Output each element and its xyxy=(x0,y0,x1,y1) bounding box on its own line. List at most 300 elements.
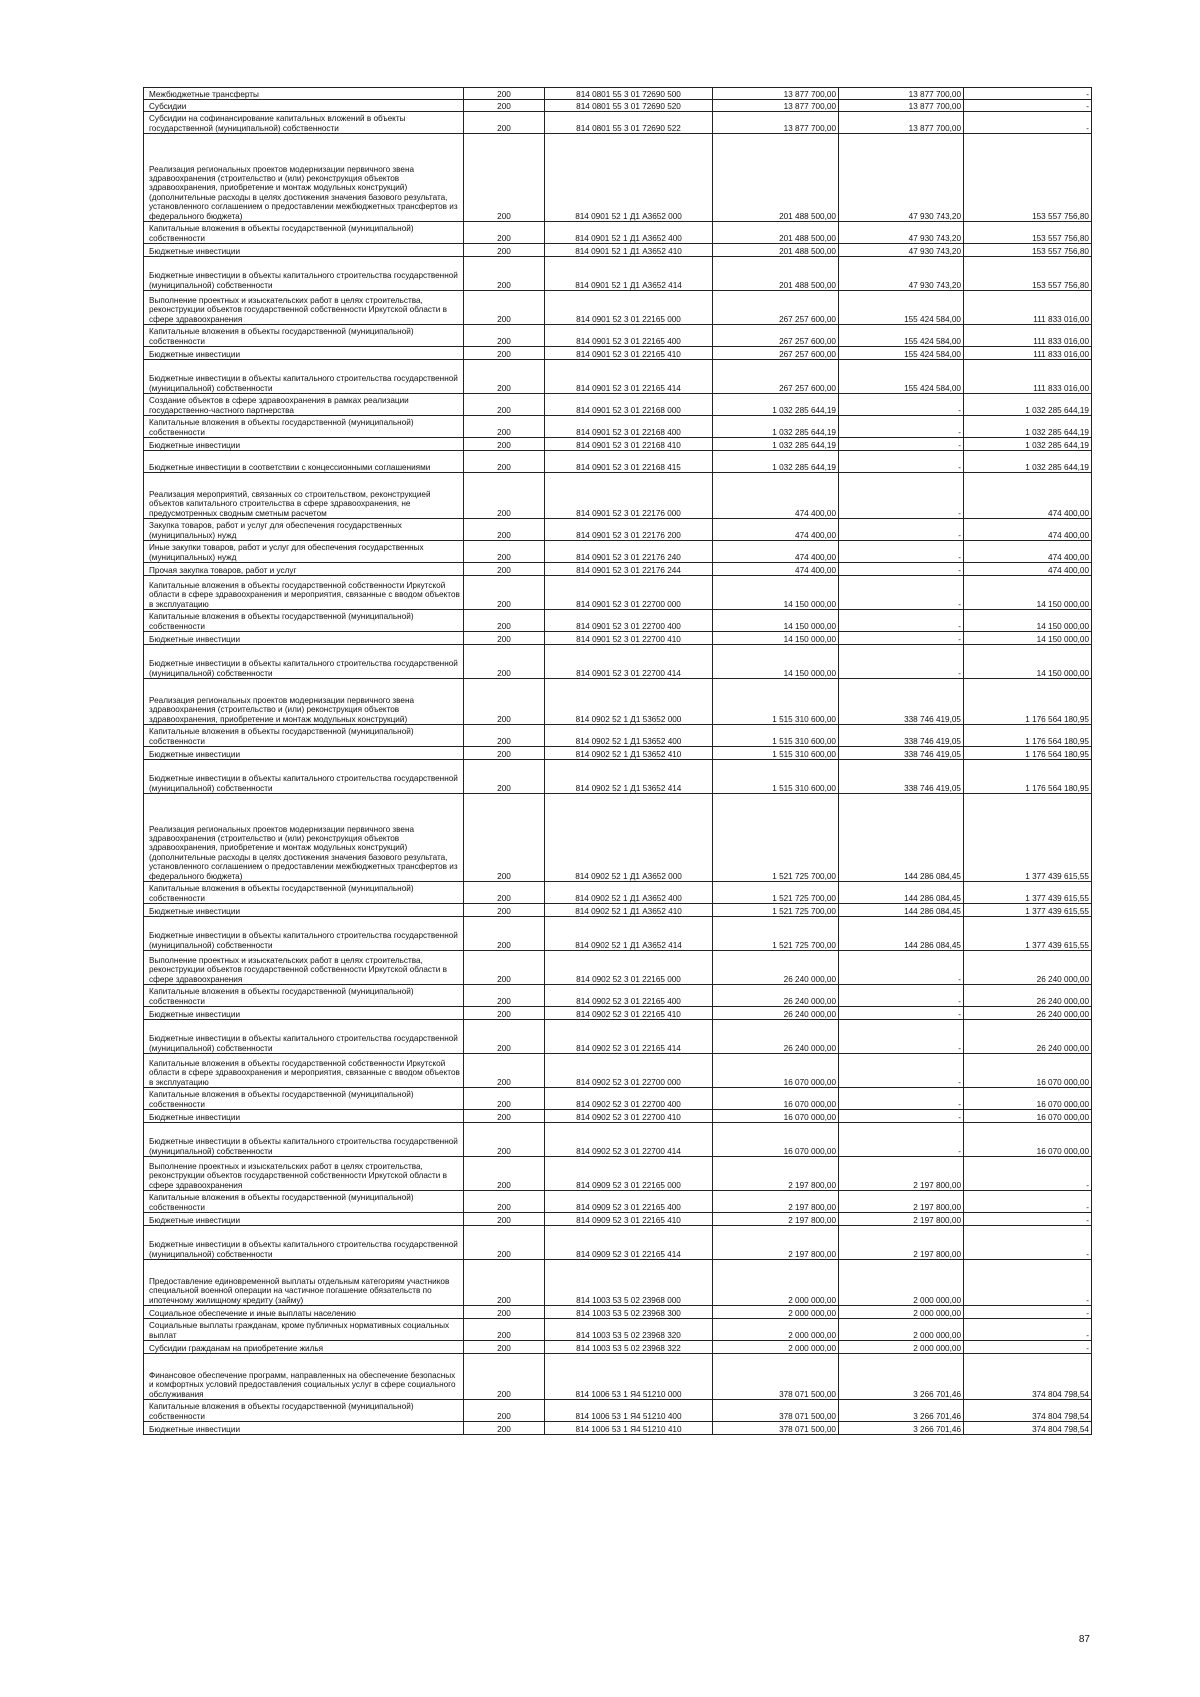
table-row xyxy=(144,88,1092,100)
row-budget-code-cell: 814 0902 52 1 Д1 А3652 414 xyxy=(545,917,713,951)
row-remaining-amount-cell: 374 804 798,54 xyxy=(964,1422,1092,1435)
row-executed-amount-cell: - xyxy=(839,451,964,473)
row-executed-amount-cell: - xyxy=(839,438,964,451)
row-executed-amount-cell: - xyxy=(839,1088,964,1110)
table-row xyxy=(144,904,1092,917)
row-budget-code-cell: 814 0909 52 3 01 22165 400 xyxy=(545,1191,713,1213)
table-row xyxy=(144,360,1092,394)
row-line-code-cell: 200 xyxy=(464,244,545,257)
row-executed-amount-cell: - xyxy=(839,519,964,541)
row-line-code-cell: 200 xyxy=(464,541,545,563)
row-approved-amount-cell: 1 032 285 644,19 xyxy=(713,451,839,473)
row-approved-amount-cell: 26 240 000,00 xyxy=(713,985,839,1007)
row-remaining-amount-cell: 16 070 000,00 xyxy=(964,1110,1092,1123)
row-name-cell: Капитальные вложения в объекты государственной (муниципальной) собственности xyxy=(144,416,464,438)
row-executed-amount-cell: 2 197 800,00 xyxy=(839,1213,964,1226)
table-row xyxy=(144,1088,1092,1110)
row-executed-amount-cell: 3 266 701,46 xyxy=(839,1400,964,1422)
row-executed-amount-cell: 2 000 000,00 xyxy=(839,1341,964,1354)
row-remaining-amount-cell: - xyxy=(964,1213,1092,1226)
row-line-code-cell: 200 xyxy=(464,563,545,576)
row-executed-amount-cell: 144 286 084,45 xyxy=(839,794,964,882)
row-budget-code-cell: 814 0901 52 1 Д1 А3652 410 xyxy=(545,244,713,257)
table-row xyxy=(144,222,1092,244)
row-budget-code-cell: 814 0902 52 3 01 22700 400 xyxy=(545,1088,713,1110)
row-name-cell: Капитальные вложения в объекты государственной (муниципальной) собственности xyxy=(144,1400,464,1422)
row-line-code-cell: 200 xyxy=(464,1354,545,1400)
row-approved-amount-cell: 474 400,00 xyxy=(713,519,839,541)
row-approved-amount-cell: 1 032 285 644,19 xyxy=(713,394,839,416)
row-approved-amount-cell: 2 197 800,00 xyxy=(713,1191,839,1213)
row-budget-code-cell: 814 0901 52 3 01 22168 000 xyxy=(545,394,713,416)
row-name-cell: Капитальные вложения в объекты государственной (муниципальной) собственности xyxy=(144,610,464,632)
row-name-cell: Капитальные вложения в объекты государственной (муниципальной) собственности xyxy=(144,725,464,747)
row-remaining-amount-cell: 474 400,00 xyxy=(964,541,1092,563)
row-executed-amount-cell: 144 286 084,45 xyxy=(839,917,964,951)
row-name-cell: Бюджетные инвестиции в объекты капитального строительства государственной (муниципальной) собственности xyxy=(144,1226,464,1260)
row-remaining-amount-cell: 26 240 000,00 xyxy=(964,1007,1092,1020)
row-approved-amount-cell: 378 071 500,00 xyxy=(713,1422,839,1435)
row-approved-amount-cell: 26 240 000,00 xyxy=(713,1020,839,1054)
row-budget-code-cell: 814 0901 52 3 01 22176 000 xyxy=(545,473,713,519)
row-name-cell: Бюджетные инвестиции в объекты капитального строительства государственной (муниципальной) собственности xyxy=(144,917,464,951)
row-line-code-cell: 200 xyxy=(464,747,545,760)
row-name-cell: Бюджетные инвестиции xyxy=(144,1110,464,1123)
row-executed-amount-cell: 155 424 584,00 xyxy=(839,347,964,360)
row-budget-code-cell: 814 0901 52 3 01 22700 000 xyxy=(545,576,713,610)
row-line-code-cell: 200 xyxy=(464,951,545,985)
row-line-code-cell: 200 xyxy=(464,610,545,632)
table-row xyxy=(144,725,1092,747)
row-name-cell: Закупка товаров, работ и услуг для обеспечения государственных (муниципальных) нужд xyxy=(144,519,464,541)
row-name-cell: Субсидии на софинансирование капитальных вложений в объекты государственной (муниципальной) собственности xyxy=(144,112,464,134)
row-budget-code-cell: 814 1006 53 1 Я4 51210 410 xyxy=(545,1422,713,1435)
row-budget-code-cell: 814 0902 52 3 01 22165 000 xyxy=(545,951,713,985)
table-row xyxy=(144,679,1092,725)
row-name-cell: Бюджетные инвестиции xyxy=(144,244,464,257)
row-remaining-amount-cell: 153 557 756,80 xyxy=(964,222,1092,244)
row-name-cell: Бюджетные инвестиции в объекты капитального строительства государственной (муниципальной) собственности xyxy=(144,360,464,394)
row-executed-amount-cell: - xyxy=(839,416,964,438)
row-name-cell: Выполнение проектных и изыскательских работ в целях строительства, реконструкции объектов государственной собственности Иркутской области в сфере здравоохранения xyxy=(144,291,464,325)
row-executed-amount-cell: 2 197 800,00 xyxy=(839,1157,964,1191)
row-approved-amount-cell: 1 515 310 600,00 xyxy=(713,747,839,760)
row-remaining-amount-cell: 26 240 000,00 xyxy=(964,985,1092,1007)
budget-table xyxy=(143,87,1092,1435)
table-row xyxy=(144,291,1092,325)
table-row xyxy=(144,794,1092,882)
table-row xyxy=(144,951,1092,985)
row-executed-amount-cell: - xyxy=(839,632,964,645)
row-remaining-amount-cell: 14 150 000,00 xyxy=(964,610,1092,632)
row-name-cell: Бюджетные инвестиции в объекты капитального строительства государственной (муниципальной) собственности xyxy=(144,760,464,794)
row-remaining-amount-cell: 153 557 756,80 xyxy=(964,134,1092,222)
row-executed-amount-cell: - xyxy=(839,576,964,610)
row-budget-code-cell: 814 0901 52 3 01 22176 240 xyxy=(545,541,713,563)
row-remaining-amount-cell: 16 070 000,00 xyxy=(964,1088,1092,1110)
row-budget-code-cell: 814 0901 52 3 01 22176 244 xyxy=(545,563,713,576)
row-line-code-cell: 200 xyxy=(464,679,545,725)
row-name-cell: Бюджетные инвестиции xyxy=(144,904,464,917)
row-executed-amount-cell: 47 930 743,20 xyxy=(839,257,964,291)
table-row xyxy=(144,882,1092,904)
row-line-code-cell: 200 xyxy=(464,1110,545,1123)
row-budget-code-cell: 814 0902 52 1 Д1 А3652 410 xyxy=(545,904,713,917)
row-name-cell: Иные закупки товаров, работ и услуг для обеспечения государственных (муниципальных) нужд xyxy=(144,541,464,563)
row-executed-amount-cell: 338 746 419,05 xyxy=(839,760,964,794)
row-executed-amount-cell: 13 877 700,00 xyxy=(839,112,964,134)
row-approved-amount-cell: 201 488 500,00 xyxy=(713,244,839,257)
table-row xyxy=(144,563,1092,576)
row-executed-amount-cell: - xyxy=(839,1123,964,1157)
table-row xyxy=(144,645,1092,679)
row-line-code-cell: 200 xyxy=(464,1088,545,1110)
row-line-code-cell: 200 xyxy=(464,347,545,360)
row-budget-code-cell: 814 0901 52 1 Д1 А3652 414 xyxy=(545,257,713,291)
row-remaining-amount-cell: 1 377 439 615,55 xyxy=(964,882,1092,904)
row-remaining-amount-cell: 1 176 564 180,95 xyxy=(964,679,1092,725)
row-remaining-amount-cell: - xyxy=(964,1226,1092,1260)
row-name-cell: Бюджетные инвестиции xyxy=(144,347,464,360)
row-executed-amount-cell: - xyxy=(839,645,964,679)
row-remaining-amount-cell: - xyxy=(964,100,1092,112)
row-name-cell: Бюджетные инвестиции xyxy=(144,1422,464,1435)
row-name-cell: Выполнение проектных и изыскательских работ в целях строительства, реконструкции объектов государственной собственности Иркутской области в сфере здравоохранения xyxy=(144,951,464,985)
row-budget-code-cell: 814 0902 52 1 Д1 53652 414 xyxy=(545,760,713,794)
row-executed-amount-cell: - xyxy=(839,563,964,576)
row-remaining-amount-cell: 26 240 000,00 xyxy=(964,1020,1092,1054)
row-approved-amount-cell: 26 240 000,00 xyxy=(713,951,839,985)
budget-table-body xyxy=(144,88,1092,1435)
row-remaining-amount-cell: - xyxy=(964,88,1092,100)
row-approved-amount-cell: 474 400,00 xyxy=(713,563,839,576)
row-line-code-cell: 200 xyxy=(464,291,545,325)
row-approved-amount-cell: 2 000 000,00 xyxy=(713,1319,839,1341)
row-remaining-amount-cell: 1 032 285 644,19 xyxy=(964,451,1092,473)
row-approved-amount-cell: 2 197 800,00 xyxy=(713,1213,839,1226)
row-approved-amount-cell: 1 521 725 700,00 xyxy=(713,882,839,904)
row-budget-code-cell: 814 0902 52 3 01 22165 414 xyxy=(545,1020,713,1054)
row-line-code-cell: 200 xyxy=(464,325,545,347)
row-line-code-cell: 200 xyxy=(464,1007,545,1020)
row-approved-amount-cell: 474 400,00 xyxy=(713,541,839,563)
row-executed-amount-cell: 144 286 084,45 xyxy=(839,882,964,904)
row-budget-code-cell: 814 0901 52 3 01 22168 415 xyxy=(545,451,713,473)
row-line-code-cell: 200 xyxy=(464,257,545,291)
row-line-code-cell: 200 xyxy=(464,1226,545,1260)
row-executed-amount-cell: 2 000 000,00 xyxy=(839,1260,964,1306)
row-approved-amount-cell: 13 877 700,00 xyxy=(713,112,839,134)
row-executed-amount-cell: - xyxy=(839,1020,964,1054)
table-row xyxy=(144,1341,1092,1354)
row-remaining-amount-cell: 1 032 285 644,19 xyxy=(964,394,1092,416)
row-executed-amount-cell: 2 000 000,00 xyxy=(839,1319,964,1341)
row-remaining-amount-cell: 1 032 285 644,19 xyxy=(964,416,1092,438)
row-approved-amount-cell: 2 197 800,00 xyxy=(713,1226,839,1260)
row-executed-amount-cell: 2 197 800,00 xyxy=(839,1191,964,1213)
table-row xyxy=(144,1123,1092,1157)
row-remaining-amount-cell: 1 377 439 615,55 xyxy=(964,917,1092,951)
row-executed-amount-cell: 2 000 000,00 xyxy=(839,1306,964,1319)
row-approved-amount-cell: 2 000 000,00 xyxy=(713,1341,839,1354)
table-row xyxy=(144,1110,1092,1123)
row-remaining-amount-cell: 14 150 000,00 xyxy=(964,576,1092,610)
row-remaining-amount-cell: 153 557 756,80 xyxy=(964,244,1092,257)
row-line-code-cell: 200 xyxy=(464,576,545,610)
row-remaining-amount-cell: 1 377 439 615,55 xyxy=(964,794,1092,882)
row-executed-amount-cell: 2 197 800,00 xyxy=(839,1226,964,1260)
row-budget-code-cell: 814 0901 52 1 Д1 А3652 400 xyxy=(545,222,713,244)
row-name-cell: Выполнение проектных и изыскательских работ в целях строительства, реконструкции объектов государственной собственности Иркутской области в сфере здравоохранения xyxy=(144,1157,464,1191)
row-remaining-amount-cell: 1 377 439 615,55 xyxy=(964,904,1092,917)
row-approved-amount-cell: 2 000 000,00 xyxy=(713,1306,839,1319)
row-line-code-cell: 200 xyxy=(464,100,545,112)
row-approved-amount-cell: 1 515 310 600,00 xyxy=(713,679,839,725)
table-row xyxy=(144,1354,1092,1400)
row-executed-amount-cell: - xyxy=(839,473,964,519)
row-budget-code-cell: 814 0901 52 3 01 22165 414 xyxy=(545,360,713,394)
table-row xyxy=(144,1213,1092,1226)
row-name-cell: Предоставление единовременной выплаты отдельным категориям участников специальной военной операции на частичное погашение обязательств по ипотечному жилищному кредиту (займу) xyxy=(144,1260,464,1306)
row-line-code-cell: 200 xyxy=(464,360,545,394)
row-approved-amount-cell: 16 070 000,00 xyxy=(713,1054,839,1088)
row-budget-code-cell: 814 1003 53 5 02 23968 320 xyxy=(545,1319,713,1341)
row-name-cell: Субсидии гражданам на приобретение жилья xyxy=(144,1341,464,1354)
row-budget-code-cell: 814 0902 52 1 Д1 А3652 000 xyxy=(545,794,713,882)
row-approved-amount-cell: 14 150 000,00 xyxy=(713,576,839,610)
row-remaining-amount-cell: 474 400,00 xyxy=(964,563,1092,576)
row-remaining-amount-cell: 16 070 000,00 xyxy=(964,1054,1092,1088)
row-remaining-amount-cell: 474 400,00 xyxy=(964,473,1092,519)
row-name-cell: Реализация мероприятий, связанных со строительством, реконструкцией объектов капитального строительства в сфере здравоохранения, не предусмотренных сводным сметным расчетом xyxy=(144,473,464,519)
row-name-cell: Реализация региональных проектов модернизации первичного звена здравоохранения (строительство и (или) реконструкция объектов здравоохранения, приобретение и монтаж модульных конструкций) (дополнительные расходы в целях достижения значения базового результата, установленного соглашением о предоставлении межбюджетных трансфертов из федерального бюджета) xyxy=(144,134,464,222)
table-row xyxy=(144,541,1092,563)
row-name-cell: Капитальные вложения в объекты государственной (муниципальной) собственности xyxy=(144,1088,464,1110)
row-line-code-cell: 200 xyxy=(464,645,545,679)
table-row xyxy=(144,257,1092,291)
row-name-cell: Бюджетные инвестиции xyxy=(144,1007,464,1020)
row-name-cell: Капитальные вложения в объекты государственной (муниципальной) собственности xyxy=(144,882,464,904)
table-row xyxy=(144,416,1092,438)
row-line-code-cell: 200 xyxy=(464,1422,545,1435)
row-line-code-cell: 200 xyxy=(464,438,545,451)
row-approved-amount-cell: 378 071 500,00 xyxy=(713,1400,839,1422)
row-name-cell: Бюджетные инвестиции xyxy=(144,1213,464,1226)
row-approved-amount-cell: 201 488 500,00 xyxy=(713,257,839,291)
table-row xyxy=(144,134,1092,222)
row-executed-amount-cell: 13 877 700,00 xyxy=(839,100,964,112)
row-executed-amount-cell: - xyxy=(839,1110,964,1123)
row-executed-amount-cell: 13 877 700,00 xyxy=(839,88,964,100)
table-row xyxy=(144,100,1092,112)
row-approved-amount-cell: 16 070 000,00 xyxy=(713,1123,839,1157)
row-remaining-amount-cell: - xyxy=(964,1341,1092,1354)
row-approved-amount-cell: 1 515 310 600,00 xyxy=(713,760,839,794)
row-approved-amount-cell: 14 150 000,00 xyxy=(713,645,839,679)
row-budget-code-cell: 814 1006 53 1 Я4 51210 000 xyxy=(545,1354,713,1400)
row-name-cell: Капитальные вложения в объекты государственной (муниципальной) собственности xyxy=(144,222,464,244)
row-approved-amount-cell: 267 257 600,00 xyxy=(713,360,839,394)
row-approved-amount-cell: 16 070 000,00 xyxy=(713,1110,839,1123)
row-remaining-amount-cell: - xyxy=(964,1306,1092,1319)
row-remaining-amount-cell: - xyxy=(964,112,1092,134)
row-line-code-cell: 200 xyxy=(464,134,545,222)
row-remaining-amount-cell: 374 804 798,54 xyxy=(964,1400,1092,1422)
row-line-code-cell: 200 xyxy=(464,725,545,747)
row-approved-amount-cell: 267 257 600,00 xyxy=(713,291,839,325)
row-approved-amount-cell: 267 257 600,00 xyxy=(713,325,839,347)
table-row xyxy=(144,112,1092,134)
row-executed-amount-cell: 155 424 584,00 xyxy=(839,360,964,394)
row-remaining-amount-cell: 16 070 000,00 xyxy=(964,1123,1092,1157)
table-row xyxy=(144,760,1092,794)
row-executed-amount-cell: 338 746 419,05 xyxy=(839,725,964,747)
row-budget-code-cell: 814 0901 52 3 01 22176 200 xyxy=(545,519,713,541)
table-row xyxy=(144,985,1092,1007)
table-row xyxy=(144,1157,1092,1191)
row-remaining-amount-cell: 153 557 756,80 xyxy=(964,257,1092,291)
table-row xyxy=(144,747,1092,760)
row-executed-amount-cell: - xyxy=(839,1054,964,1088)
row-approved-amount-cell: 2 197 800,00 xyxy=(713,1157,839,1191)
row-name-cell: Капитальные вложения в объекты государственной (муниципальной) собственности xyxy=(144,325,464,347)
row-budget-code-cell: 814 1003 53 5 02 23968 322 xyxy=(545,1341,713,1354)
row-approved-amount-cell: 1 521 725 700,00 xyxy=(713,904,839,917)
table-row xyxy=(144,1319,1092,1341)
row-budget-code-cell: 814 1003 53 5 02 23968 300 xyxy=(545,1306,713,1319)
row-budget-code-cell: 814 0901 52 3 01 22700 410 xyxy=(545,632,713,645)
row-name-cell: Бюджетные инвестиции в объекты капитального строительства государственной (муниципальной) собственности xyxy=(144,645,464,679)
row-name-cell: Межбюджетные трансферты xyxy=(144,88,464,100)
row-remaining-amount-cell: 1 176 564 180,95 xyxy=(964,725,1092,747)
row-executed-amount-cell: - xyxy=(839,394,964,416)
row-name-cell: Субсидии xyxy=(144,100,464,112)
table-row xyxy=(144,438,1092,451)
row-remaining-amount-cell: 26 240 000,00 xyxy=(964,951,1092,985)
table-row xyxy=(144,1422,1092,1435)
row-budget-code-cell: 814 0901 52 3 01 22168 410 xyxy=(545,438,713,451)
table-row xyxy=(144,610,1092,632)
row-executed-amount-cell: - xyxy=(839,951,964,985)
row-name-cell: Бюджетные инвестиции в соответствии с концессионными соглашениями xyxy=(144,451,464,473)
row-line-code-cell: 200 xyxy=(464,882,545,904)
row-approved-amount-cell: 267 257 600,00 xyxy=(713,347,839,360)
row-budget-code-cell: 814 0801 55 3 01 72690 522 xyxy=(545,112,713,134)
row-remaining-amount-cell: - xyxy=(964,1191,1092,1213)
row-approved-amount-cell: 16 070 000,00 xyxy=(713,1088,839,1110)
row-name-cell: Бюджетные инвестиции xyxy=(144,438,464,451)
table-row xyxy=(144,1260,1092,1306)
row-budget-code-cell: 814 0902 52 1 Д1 53652 410 xyxy=(545,747,713,760)
row-executed-amount-cell: 155 424 584,00 xyxy=(839,291,964,325)
row-name-cell: Реализация региональных проектов модернизации первичного звена здравоохранения (строительство и (или) реконструкция объектов здравоохранения, приобретение и монтаж модульных конструкций) xyxy=(144,679,464,725)
row-executed-amount-cell: 3 266 701,46 xyxy=(839,1354,964,1400)
row-line-code-cell: 200 xyxy=(464,917,545,951)
row-budget-code-cell: 814 0902 52 3 01 22700 414 xyxy=(545,1123,713,1157)
row-line-code-cell: 200 xyxy=(464,519,545,541)
row-approved-amount-cell: 13 877 700,00 xyxy=(713,100,839,112)
row-budget-code-cell: 814 0801 55 3 01 72690 520 xyxy=(545,100,713,112)
row-remaining-amount-cell: - xyxy=(964,1157,1092,1191)
table-row xyxy=(144,451,1092,473)
row-approved-amount-cell: 2 000 000,00 xyxy=(713,1260,839,1306)
row-line-code-cell: 200 xyxy=(464,1400,545,1422)
row-name-cell: Социальные выплаты гражданам, кроме публичных нормативных социальных выплат xyxy=(144,1319,464,1341)
row-line-code-cell: 200 xyxy=(464,760,545,794)
row-name-cell: Капитальные вложения в объекты государственной (муниципальной) собственности xyxy=(144,1191,464,1213)
row-budget-code-cell: 814 0909 52 3 01 22165 410 xyxy=(545,1213,713,1226)
row-remaining-amount-cell: 111 833 016,00 xyxy=(964,291,1092,325)
row-approved-amount-cell: 1 515 310 600,00 xyxy=(713,725,839,747)
table-row xyxy=(144,1020,1092,1054)
row-budget-code-cell: 814 1006 53 1 Я4 51210 400 xyxy=(545,1400,713,1422)
table-row xyxy=(144,1306,1092,1319)
table-row xyxy=(144,1226,1092,1260)
row-budget-code-cell: 814 0902 52 1 Д1 53652 400 xyxy=(545,725,713,747)
row-name-cell: Капитальные вложения в объекты государственной собственности Иркутской области в сфере здравоохранения и мероприятия, связанные с вводом объектов в эксплуатацию xyxy=(144,1054,464,1088)
row-line-code-cell: 200 xyxy=(464,394,545,416)
row-remaining-amount-cell: 111 833 016,00 xyxy=(964,347,1092,360)
row-name-cell: Бюджетные инвестиции в объекты капитального строительства государственной (муниципальной) собственности xyxy=(144,1123,464,1157)
row-executed-amount-cell: 47 930 743,20 xyxy=(839,222,964,244)
row-executed-amount-cell: - xyxy=(839,610,964,632)
row-line-code-cell: 200 xyxy=(464,1319,545,1341)
row-executed-amount-cell: 47 930 743,20 xyxy=(839,134,964,222)
row-remaining-amount-cell: 1 176 564 180,95 xyxy=(964,760,1092,794)
row-name-cell: Капитальные вложения в объекты государственной собственности Иркутской области в сфере здравоохранения и мероприятия, связанные с вводом объектов в эксплуатацию xyxy=(144,576,464,610)
row-executed-amount-cell: 338 746 419,05 xyxy=(839,747,964,760)
row-remaining-amount-cell: 111 833 016,00 xyxy=(964,325,1092,347)
row-remaining-amount-cell: 111 833 016,00 xyxy=(964,360,1092,394)
row-name-cell: Бюджетные инвестиции в объекты капитального строительства государственной (муниципальной) собственности xyxy=(144,257,464,291)
row-line-code-cell: 200 xyxy=(464,1306,545,1319)
table-row xyxy=(144,1400,1092,1422)
row-name-cell: Финансовое обеспечение программ, направленных на обеспечение безопасных и комфортных условий предоставления социальных услуг в сфере социального обслуживания xyxy=(144,1354,464,1400)
row-executed-amount-cell: - xyxy=(839,541,964,563)
row-approved-amount-cell: 14 150 000,00 xyxy=(713,632,839,645)
row-remaining-amount-cell: 14 150 000,00 xyxy=(964,645,1092,679)
row-name-cell: Реализация региональных проектов модернизации первичного звена здравоохранения (строительство и (или) реконструкция объектов здравоохранения, приобретение и монтаж модульных конструкций) (дополнительные расходы в целях достижения значения базового результата, установленного соглашением о предоставлении межбюджетных трансфертов из федерального бюджета) xyxy=(144,794,464,882)
row-line-code-cell: 200 xyxy=(464,416,545,438)
table-row xyxy=(144,473,1092,519)
table-row xyxy=(144,576,1092,610)
row-approved-amount-cell: 1 521 725 700,00 xyxy=(713,917,839,951)
row-line-code-cell: 200 xyxy=(464,1191,545,1213)
row-approved-amount-cell: 14 150 000,00 xyxy=(713,610,839,632)
row-name-cell: Капитальные вложения в объекты государственной (муниципальной) собственности xyxy=(144,985,464,1007)
row-remaining-amount-cell: - xyxy=(964,1319,1092,1341)
row-name-cell: Бюджетные инвестиции xyxy=(144,747,464,760)
row-budget-code-cell: 814 0901 52 3 01 22168 400 xyxy=(545,416,713,438)
row-remaining-amount-cell: 1 176 564 180,95 xyxy=(964,747,1092,760)
row-executed-amount-cell: 47 930 743,20 xyxy=(839,244,964,257)
row-line-code-cell: 200 xyxy=(464,904,545,917)
table-row xyxy=(144,244,1092,257)
row-budget-code-cell: 814 0902 52 3 01 22700 410 xyxy=(545,1110,713,1123)
row-remaining-amount-cell: - xyxy=(964,1260,1092,1306)
row-line-code-cell: 200 xyxy=(464,222,545,244)
table-row xyxy=(144,917,1092,951)
row-budget-code-cell: 814 0901 52 3 01 22165 000 xyxy=(545,291,713,325)
row-approved-amount-cell: 474 400,00 xyxy=(713,473,839,519)
row-name-cell: Бюджетные инвестиции в объекты капитального строительства государственной (муниципальной) собственности xyxy=(144,1020,464,1054)
row-executed-amount-cell: 3 266 701,46 xyxy=(839,1422,964,1435)
row-line-code-cell: 200 xyxy=(464,1054,545,1088)
row-name-cell: Бюджетные инвестиции xyxy=(144,632,464,645)
row-line-code-cell: 200 xyxy=(464,1341,545,1354)
row-approved-amount-cell: 13 877 700,00 xyxy=(713,88,839,100)
row-approved-amount-cell: 1 032 285 644,19 xyxy=(713,416,839,438)
